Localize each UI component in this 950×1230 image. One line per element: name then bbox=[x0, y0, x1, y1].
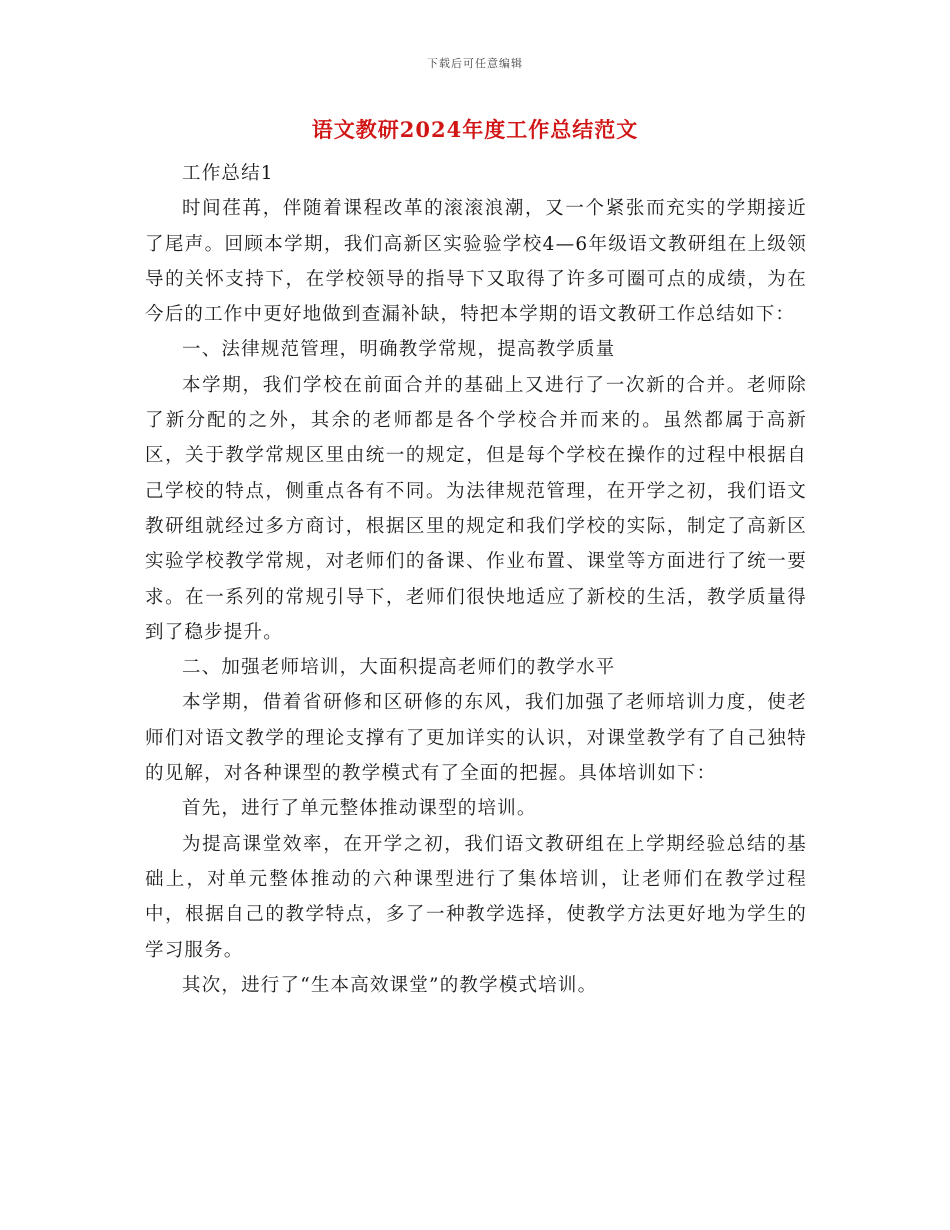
paragraph-first: 首先，进行了单元整体推动课型的培训。 bbox=[182, 798, 537, 820]
paragraph-second: 其次，进行了“生本高效课堂”的教学模式培训。 bbox=[182, 974, 598, 996]
document-title: 语文教研2024年度工作总结范文 bbox=[311, 117, 639, 142]
header-note: 下载后可任意编辑 bbox=[427, 57, 523, 70]
section-heading-1: 一、法律规范管理，明确教学常规，提高教学质量 bbox=[182, 339, 616, 361]
section-heading-summary-1: 工作总结1 bbox=[182, 163, 274, 184]
paragraph-training: 本学期，借着省研修和区研修的东风，我们加强了老师培训力度，使老师们对语文教学的理论支撑有了更加详实的认识，对课堂教学有了自己独特的见解，对各种课型的教学模式有了全面的把握。具体培训如下： bbox=[145, 692, 807, 785]
paragraph-efficiency: 为提高课堂效率，在开学之初，我们语文教研组在上学期经验总结的基础上，对单元整体推动的六种课型进行了集体培训，让老师们在教学过程中，根据自己的教学特点，多了一种教学选择，使教学方法更好地为学生的学习服务。 bbox=[145, 833, 807, 961]
paragraph-intro: 时间荏苒，伴随着课程改革的滚滚浪潮，又一个紧张而充实的学期接近了尾声。回顾本学期，我们高新区实验验学校4—6年级语文教研组在上级领导的关怀支持下，在学校领导的指导下又取得了许多可圈可点的成绩，为在今后的工作中更好地做到查漏补缺，特把本学期的语文教研工作总结如下： bbox=[145, 198, 807, 326]
document-body bbox=[145, 156, 807, 1003]
section-heading-2: 二、加强老师培训，大面积提高老师们的教学水平 bbox=[182, 657, 616, 679]
paragraph-management: 本学期，我们学校在前面合并的基础上又进行了一次新的合并。老师除了新分配的之外，其余的老师都是各个学校合并而来的。虽然都属于高新区，关于教学常规区里由统一的规定，但是每个学校在操作的过程中根据自己学校的特点，侧重点各有不同。为法律规范管理，在开学之初，我们语文教研组就经过多方商讨，根据区里的规定和我们学校的实际，制定了高新区实验学校教学常规，对老师们的备课、作业布置、课堂等方面进行了统一要求。在一系列的常规引导下，老师们很快地适应了新校的生活，教学质量得到了稳步提升。 bbox=[145, 374, 807, 643]
